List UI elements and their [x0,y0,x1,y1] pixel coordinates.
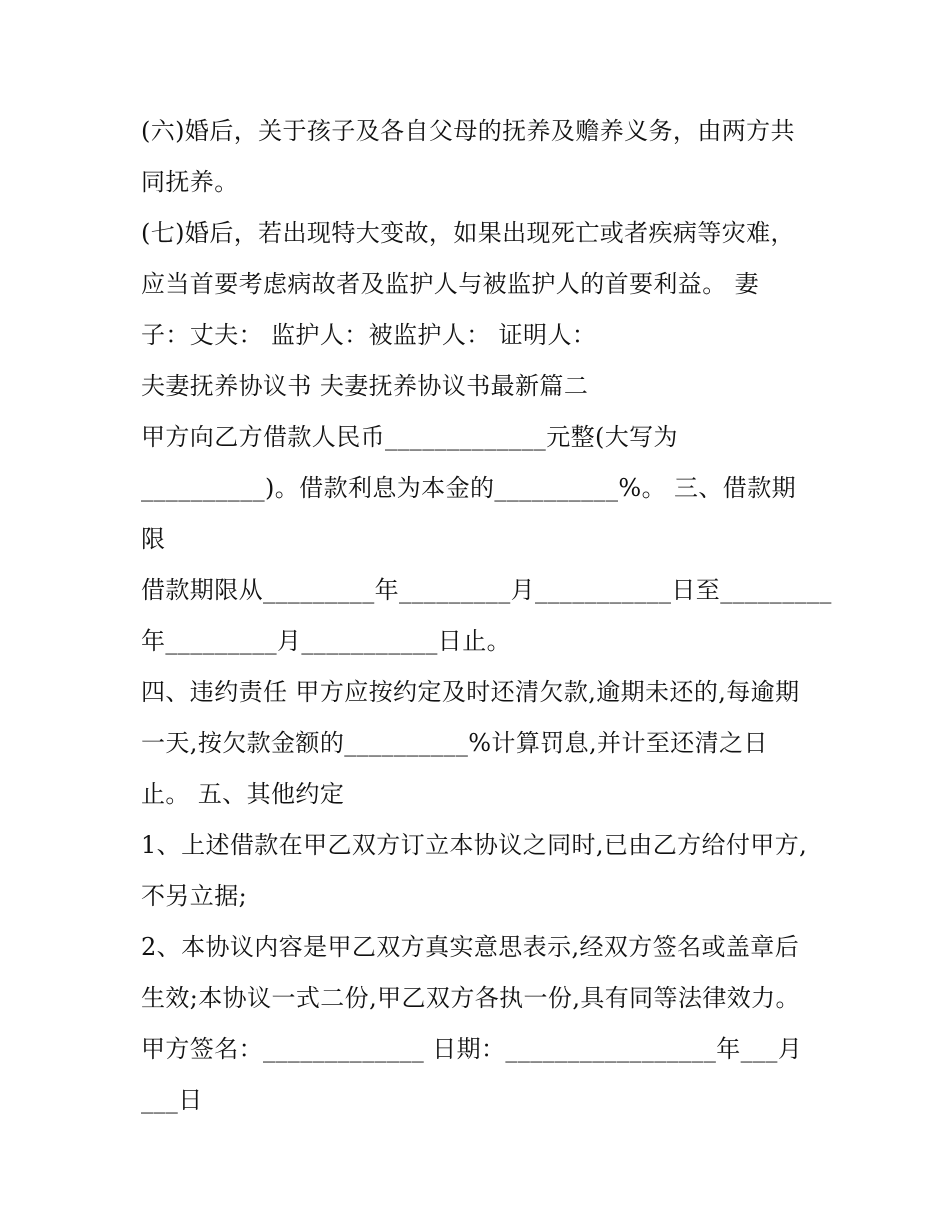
text-line: 1、上述借款在甲乙双方订立本协议之同时,已由乙方给付甲方, [141,831,808,859]
text-line: 四、违约责任 甲方应按约定及时还清欠款,逾期未还的,每逾期 [141,678,800,706]
text-line: 不另立据; [141,882,248,910]
text-line: 应当首要考虑病故者及监护人与被监护人的首要利益。 妻 [141,270,760,298]
signature-line: 甲方签名：_____________ 日期：_________________年___月 [141,1035,803,1063]
document-body [141,106,831,1126]
text-line: 生效;本协议一式二份,甲乙双方各执一份,具有同等法律效力。 [141,984,800,1012]
section-heading: 夫妻抚养协议书 夫妻抚养协议书最新篇二 [141,372,589,400]
text-line: 甲方向乙方借款人民币_____________元整(大写为 [141,423,678,451]
text-line: (七)婚后，若出现特大变故，如果出现死亡或者疾病等灾难， [141,219,795,247]
text-line: 子：丈夫： 监护人：被监护人： 证明人： [141,321,597,349]
text-line: (六)婚后，关于孩子及各自父母的抚养及赡养义务，由两方共 [141,117,795,145]
text-line: 同抚养。 [141,168,239,196]
text-line: 年_________月___________日止。 [141,627,511,655]
text-line: 2、本协议内容是甲乙双方真实意思表示,经双方签名或盖章后 [141,933,800,961]
signature-line: ___日 [141,1086,203,1114]
text-line: __________)。借款利息为本金的__________%。 三、借款期 [141,474,796,502]
text-line: 限 [141,525,166,553]
text-line: 止。 五、其他约定 [141,780,345,808]
text-line: 一天,按欠款金额的__________%计算罚息,并计至还清之日 [141,729,768,757]
text-line: 借款期限从_________年_________月___________日至_________ [141,576,832,604]
